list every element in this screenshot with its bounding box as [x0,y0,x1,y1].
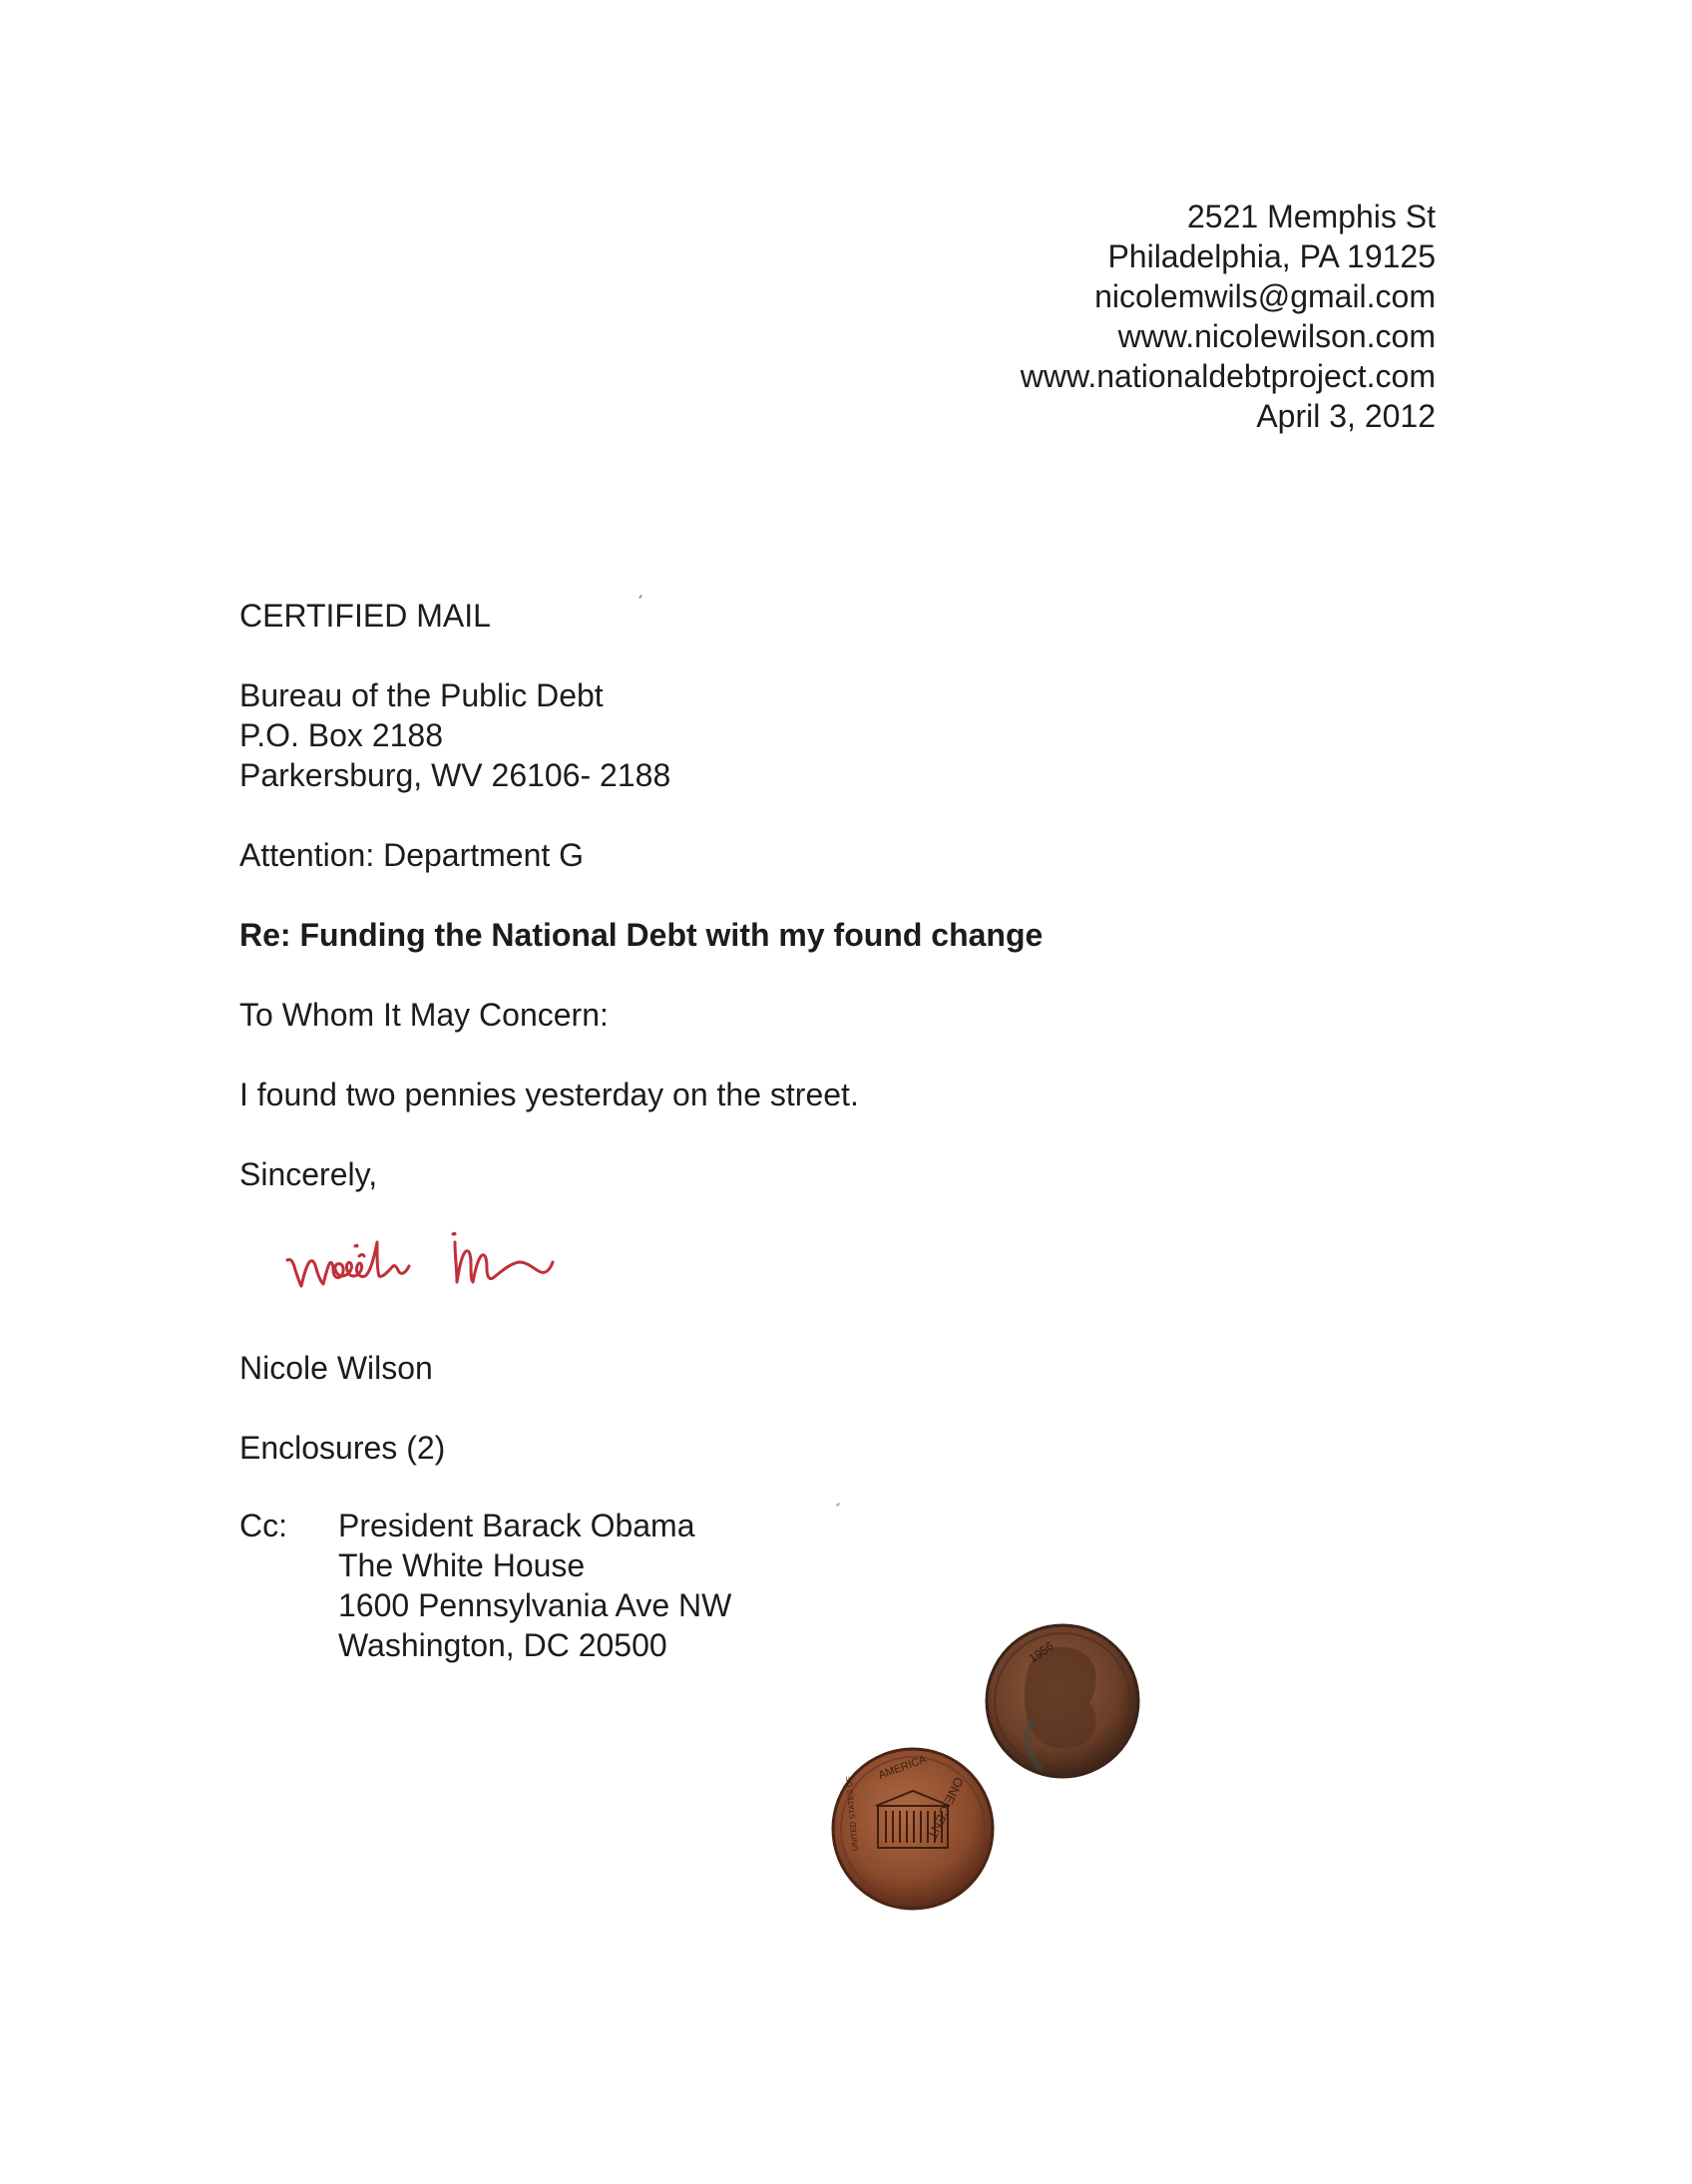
sender-street: 2521 Memphis St [1186,199,1436,234]
cc-address-block [338,1506,731,1665]
penny-year: 1956 [1026,1638,1057,1666]
letter-date: April 3, 2012 [1256,398,1436,434]
mail-type: CERTIFIED MAIL [239,598,491,634]
subject-line: Re: Funding the National Debt with my found change [239,917,1044,953]
sender-website-project: www.nationaldebtproject.com [1020,358,1436,394]
sender-website-personal: www.nicolewilson.com [1117,318,1436,354]
sender-email: nicolemwils@gmail.com [1094,278,1436,314]
handwritten-signature [279,1212,638,1302]
enclosed-pennies [818,1611,1157,1941]
penny-united-states-text: UNITED STATES OF [844,1775,860,1852]
paper-speck [836,1503,840,1507]
cc-label: Cc: [239,1508,287,1543]
recipient-city-state-zip: Parkersburg, WV 26106- 2188 [239,757,671,793]
penny-america-text: AMERICA [876,1753,929,1782]
penny-tails [833,1749,993,1909]
cc-line: President Barack Obama [338,1508,695,1543]
enclosures-line: Enclosures (2) [239,1430,446,1466]
sender-city-state-zip: Philadelphia, PA 19125 [1107,238,1436,274]
signer-name: Nicole Wilson [239,1350,433,1386]
recipient-address-block [239,675,670,795]
penny-heads [987,1625,1138,1777]
closing: Sincerely, [239,1156,378,1192]
recipient-po-box: P.O. Box 2188 [239,717,443,753]
recipient-name: Bureau of the Public Debt [239,677,604,713]
sender-address-block [1021,197,1436,436]
penny-one-cent-text: ONE CENT [924,1774,967,1842]
cc-line: Washington, DC 20500 [338,1627,667,1663]
letter-body: I found two pennies yesterday on the street. [239,1077,859,1112]
cc-line: 1600 Pennsylvania Ave NW [338,1587,732,1623]
attention-line: Attention: Department G [239,837,585,873]
salutation: To Whom It May Concern: [239,997,609,1033]
paper-speck [638,595,642,599]
cc-line: The White House [338,1547,586,1583]
